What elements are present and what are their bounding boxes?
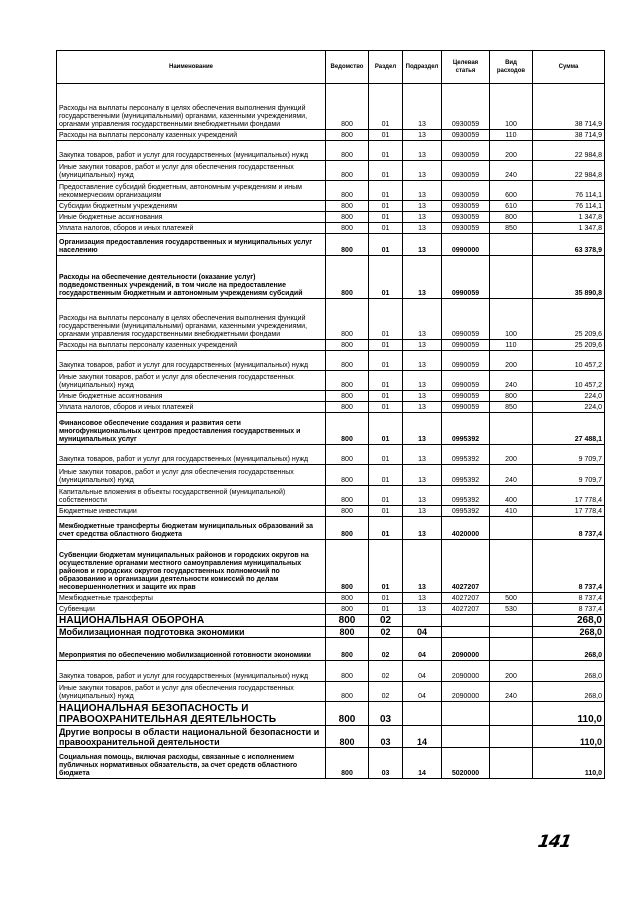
cell-type — [490, 748, 533, 779]
budget-sheet — [56, 50, 604, 779]
cell-name: Уплата налогов, сборов и иных платежей — [57, 402, 326, 413]
cell-dept: 800 — [326, 413, 369, 445]
cell-subsection: 13 — [403, 299, 442, 340]
cell-subsection: 13 — [403, 486, 442, 506]
table-body — [57, 84, 605, 779]
cell-sum: 35 890,8 — [533, 256, 605, 299]
table-row — [57, 748, 605, 779]
cell-subsection: 13 — [403, 402, 442, 413]
cell-section: 01 — [369, 299, 403, 340]
table-row — [57, 351, 605, 371]
cell-section: 01 — [369, 181, 403, 201]
cell-section: 01 — [369, 604, 403, 615]
cell-sum: 10 457,2 — [533, 371, 605, 391]
cell-subsection: 04 — [403, 627, 442, 638]
cell-type — [490, 702, 533, 726]
cell-type: 240 — [490, 465, 533, 486]
cell-dept: 800 — [326, 256, 369, 299]
cell-dept: 800 — [326, 638, 369, 661]
cell-dept: 800 — [326, 661, 369, 682]
cell-type: 850 — [490, 223, 533, 234]
cell-subsection: 14 — [403, 748, 442, 779]
cell-sum: 8 737,4 — [533, 540, 605, 593]
table-row — [57, 234, 605, 256]
cell-section: 01 — [369, 130, 403, 141]
cell-sum: 1 347,8 — [533, 212, 605, 223]
header-type-line2: расходов — [496, 68, 526, 74]
cell-type: 200 — [490, 445, 533, 465]
cell-section: 01 — [369, 540, 403, 593]
table-row — [57, 371, 605, 391]
table-row — [57, 726, 605, 748]
cell-subsection — [403, 702, 442, 726]
budget-table — [56, 50, 605, 779]
cell-sum: 8 737,4 — [533, 593, 605, 604]
cell-type: 100 — [490, 299, 533, 340]
cell-type: 610 — [490, 201, 533, 212]
cell-target: 0990059 — [442, 371, 490, 391]
cell-sum: 17 778,4 — [533, 506, 605, 517]
cell-sum: 38 714,9 — [533, 84, 605, 130]
cell-sum: 22 984,8 — [533, 141, 605, 161]
cell-sum: 1 347,8 — [533, 223, 605, 234]
cell-target: 0990059 — [442, 340, 490, 351]
cell-target: 4027207 — [442, 604, 490, 615]
cell-type: 850 — [490, 402, 533, 413]
cell-type: 600 — [490, 181, 533, 201]
cell-dept: 800 — [326, 465, 369, 486]
cell-type: 800 — [490, 391, 533, 402]
table-row — [57, 540, 605, 593]
cell-dept: 800 — [326, 161, 369, 181]
cell-name: Капитальные вложения в объекты государственной (муниципальной) собственности — [57, 486, 326, 506]
cell-section: 01 — [369, 234, 403, 256]
cell-section: 01 — [369, 340, 403, 351]
cell-target: 2090000 — [442, 638, 490, 661]
table-row — [57, 702, 605, 726]
cell-type — [490, 726, 533, 748]
cell-subsection: 13 — [403, 141, 442, 161]
cell-subsection: 13 — [403, 181, 442, 201]
cell-sum: 110,0 — [533, 726, 605, 748]
cell-target: 0930059 — [442, 84, 490, 130]
cell-sum: 8 737,4 — [533, 604, 605, 615]
cell-type: 400 — [490, 486, 533, 506]
cell-section: 01 — [369, 402, 403, 413]
cell-name: Иные закупки товаров, работ и услуг для обеспечения государственных (муниципальных) нужд — [57, 682, 326, 702]
cell-dept: 800 — [326, 506, 369, 517]
table-row — [57, 682, 605, 702]
cell-type: 240 — [490, 682, 533, 702]
cell-dept: 800 — [326, 402, 369, 413]
cell-name: Бюджетные инвестиции — [57, 506, 326, 517]
table-row — [57, 506, 605, 517]
cell-subsection: 13 — [403, 351, 442, 371]
table-row — [57, 130, 605, 141]
cell-section: 01 — [369, 256, 403, 299]
cell-name: Уплата налогов, сборов и иных платежей — [57, 223, 326, 234]
cell-target: 0990059 — [442, 391, 490, 402]
cell-type — [490, 615, 533, 627]
cell-name: Финансовое обеспечение создания и развития сети многофункциональных центров предоставления государственных и муниципальных услуг — [57, 413, 326, 445]
cell-section: 02 — [369, 615, 403, 627]
cell-dept: 800 — [326, 234, 369, 256]
cell-section: 01 — [369, 593, 403, 604]
cell-section: 01 — [369, 161, 403, 181]
cell-type — [490, 627, 533, 638]
cell-subsection: 13 — [403, 391, 442, 402]
cell-type: 240 — [490, 371, 533, 391]
cell-section: 01 — [369, 223, 403, 234]
cell-subsection: 13 — [403, 84, 442, 130]
table-row — [57, 593, 605, 604]
table-row — [57, 201, 605, 212]
cell-target: 0930059 — [442, 181, 490, 201]
cell-section: 02 — [369, 627, 403, 638]
table-row — [57, 161, 605, 181]
table-row — [57, 465, 605, 486]
cell-subsection: 13 — [403, 445, 442, 465]
cell-subsection: 13 — [403, 540, 442, 593]
cell-target: 0930059 — [442, 161, 490, 181]
cell-sum: 224,0 — [533, 402, 605, 413]
cell-target: 0930059 — [442, 223, 490, 234]
cell-dept: 800 — [326, 84, 369, 130]
cell-name: Социальная помощь, включая расходы, связанные с исполнением публичных нормативных обязательств, за счет средств областного бюджета — [57, 748, 326, 779]
cell-name: Субвенции — [57, 604, 326, 615]
cell-type — [490, 638, 533, 661]
cell-name: Предоставление субсидий бюджетным, автономным учреждениям и иным некоммерческим организациям — [57, 181, 326, 201]
cell-subsection: 13 — [403, 212, 442, 223]
cell-subsection: 13 — [403, 161, 442, 181]
header-subsection: Подраздел — [403, 51, 442, 84]
table-row — [57, 615, 605, 627]
cell-sum: 63 378,9 — [533, 234, 605, 256]
cell-type: 410 — [490, 506, 533, 517]
cell-subsection: 13 — [403, 256, 442, 299]
cell-subsection: 13 — [403, 234, 442, 256]
table-row — [57, 517, 605, 540]
table-row — [57, 402, 605, 413]
cell-section: 01 — [369, 351, 403, 371]
cell-dept: 800 — [326, 181, 369, 201]
cell-section: 03 — [369, 726, 403, 748]
cell-subsection: 04 — [403, 682, 442, 702]
cell-target: 2090000 — [442, 661, 490, 682]
cell-type — [490, 413, 533, 445]
cell-sum: 10 457,2 — [533, 351, 605, 371]
table-row — [57, 340, 605, 351]
cell-subsection: 13 — [403, 593, 442, 604]
table-row — [57, 661, 605, 682]
cell-section: 01 — [369, 84, 403, 130]
cell-sum: 27 488,1 — [533, 413, 605, 445]
cell-target — [442, 702, 490, 726]
cell-type — [490, 540, 533, 593]
cell-dept: 800 — [326, 540, 369, 593]
cell-section: 01 — [369, 371, 403, 391]
cell-type: 240 — [490, 161, 533, 181]
cell-target: 0930059 — [442, 212, 490, 223]
cell-section: 01 — [369, 506, 403, 517]
cell-type: 110 — [490, 340, 533, 351]
cell-dept: 800 — [326, 141, 369, 161]
table-row — [57, 141, 605, 161]
table-row — [57, 445, 605, 465]
cell-name: Расходы на выплаты персоналу казенных учреждений — [57, 130, 326, 141]
table-row — [57, 299, 605, 340]
cell-target: 0990059 — [442, 402, 490, 413]
cell-dept: 800 — [326, 627, 369, 638]
cell-subsection: 14 — [403, 726, 442, 748]
cell-name: НАЦИОНАЛЬНАЯ БЕЗОПАСНОСТЬ И ПРАВООХРАНИТЕЛЬНАЯ ДЕЯТЕЛЬНОСТЬ — [57, 702, 326, 726]
table-row — [57, 212, 605, 223]
header-sum: Сумма — [533, 51, 605, 84]
cell-subsection: 04 — [403, 638, 442, 661]
cell-type: 200 — [490, 661, 533, 682]
cell-subsection: 13 — [403, 201, 442, 212]
cell-section: 01 — [369, 413, 403, 445]
cell-name: Мобилизационная подготовка экономики — [57, 627, 326, 638]
cell-dept: 800 — [326, 593, 369, 604]
cell-type: 200 — [490, 141, 533, 161]
cell-name: Мероприятия по обеспечению мобилизационной готовности экономики — [57, 638, 326, 661]
cell-sum: 38 714,9 — [533, 130, 605, 141]
cell-section: 01 — [369, 391, 403, 402]
cell-name: Иные закупки товаров, работ и услуг для обеспечения государственных (муниципальных) нужд — [57, 465, 326, 486]
cell-name: Закупка товаров, работ и услуг для государственных (муниципальных) нужд — [57, 141, 326, 161]
cell-target: 0930059 — [442, 141, 490, 161]
cell-subsection: 13 — [403, 223, 442, 234]
cell-target: 4027207 — [442, 593, 490, 604]
cell-dept: 800 — [326, 445, 369, 465]
cell-subsection: 04 — [403, 661, 442, 682]
table-row — [57, 84, 605, 130]
cell-target: 4027207 — [442, 540, 490, 593]
cell-name: Субвенции бюджетам муниципальных районов и городских округов на осуществление органами местного самоуправления муниципальных районов и городских округов государственных полномочий по образованию и организации деятельности комиссий по делам несовершеннолетних и защите их прав — [57, 540, 326, 593]
cell-name: Расходы на выплаты персоналу казенных учреждений — [57, 340, 326, 351]
cell-section: 02 — [369, 638, 403, 661]
cell-sum: 268,0 — [533, 615, 605, 627]
header-name: Наименование — [57, 51, 326, 84]
table-row — [57, 604, 605, 615]
cell-subsection: 13 — [403, 506, 442, 517]
cell-name: Закупка товаров, работ и услуг для государственных (муниципальных) нужд — [57, 351, 326, 371]
cell-sum: 76 114,1 — [533, 201, 605, 212]
cell-name: Субсидии бюджетным учреждениям — [57, 201, 326, 212]
cell-name: Иные бюджетные ассигнования — [57, 212, 326, 223]
cell-target — [442, 615, 490, 627]
header-target-line2: статья — [455, 68, 476, 74]
cell-target: 0995392 — [442, 465, 490, 486]
cell-type — [490, 234, 533, 256]
table-header-row — [57, 51, 605, 84]
cell-sum: 268,0 — [533, 661, 605, 682]
cell-subsection: 13 — [403, 130, 442, 141]
cell-type — [490, 256, 533, 299]
cell-sum: 17 778,4 — [533, 486, 605, 506]
cell-dept: 800 — [326, 726, 369, 748]
header-target — [442, 51, 490, 84]
cell-dept: 800 — [326, 682, 369, 702]
cell-target: 0995392 — [442, 413, 490, 445]
header-section: Раздел — [369, 51, 403, 84]
cell-sum: 110,0 — [533, 702, 605, 726]
table-row — [57, 627, 605, 638]
cell-sum: 22 984,8 — [533, 161, 605, 181]
cell-type: 110 — [490, 130, 533, 141]
table-row — [57, 181, 605, 201]
header-type-line1: Вид — [505, 60, 517, 66]
cell-section: 03 — [369, 748, 403, 779]
cell-target: 0990059 — [442, 256, 490, 299]
cell-sum: 25 209,6 — [533, 340, 605, 351]
cell-name: Межбюджетные трансферты бюджетам муниципальных образований за счет средства областного бюджета — [57, 517, 326, 540]
cell-target — [442, 627, 490, 638]
cell-name: Организация предоставления государственных и муниципальных услуг населению — [57, 234, 326, 256]
page-number: 141 — [536, 832, 573, 852]
cell-target: 0990059 — [442, 299, 490, 340]
cell-sum: 224,0 — [533, 391, 605, 402]
cell-dept: 800 — [326, 130, 369, 141]
cell-sum: 268,0 — [533, 627, 605, 638]
cell-sum: 110,0 — [533, 748, 605, 779]
cell-subsection: 13 — [403, 517, 442, 540]
cell-dept: 800 — [326, 351, 369, 371]
header-dept: Ведомство — [326, 51, 369, 84]
cell-subsection: 13 — [403, 413, 442, 445]
cell-name: Расходы на выплаты персоналу в целях обеспечения выполнения функций государственными (муниципальными) органами, казенными учреждениями, органами управления государственными внебюджетными фондами — [57, 84, 326, 130]
cell-type: 500 — [490, 593, 533, 604]
cell-sum: 9 709,7 — [533, 465, 605, 486]
cell-name: Закупка товаров, работ и услуг для государственных (муниципальных) нужд — [57, 661, 326, 682]
cell-target: 2090000 — [442, 682, 490, 702]
cell-subsection: 13 — [403, 340, 442, 351]
header-type — [490, 51, 533, 84]
cell-target: 0995392 — [442, 506, 490, 517]
cell-section: 02 — [369, 682, 403, 702]
cell-type — [490, 517, 533, 540]
table-row — [57, 223, 605, 234]
cell-dept: 800 — [326, 201, 369, 212]
cell-sum: 25 209,6 — [533, 299, 605, 340]
cell-section: 03 — [369, 702, 403, 726]
cell-target: 0995392 — [442, 445, 490, 465]
header-target-line1: Целевая — [452, 60, 479, 66]
cell-sum: 268,0 — [533, 638, 605, 661]
cell-dept: 800 — [326, 391, 369, 402]
cell-target: 0930059 — [442, 201, 490, 212]
cell-dept: 800 — [326, 517, 369, 540]
cell-name: Закупка товаров, работ и услуг для государственных (муниципальных) нужд — [57, 445, 326, 465]
cell-dept: 800 — [326, 223, 369, 234]
table-row — [57, 486, 605, 506]
cell-section: 01 — [369, 465, 403, 486]
cell-dept: 800 — [326, 212, 369, 223]
table-row — [57, 391, 605, 402]
cell-subsection: 13 — [403, 371, 442, 391]
cell-sum: 8 737,4 — [533, 517, 605, 540]
cell-section: 01 — [369, 445, 403, 465]
cell-subsection: 13 — [403, 465, 442, 486]
cell-name: Иные закупки товаров, работ и услуг для обеспечения государственных (муниципальных) нужд — [57, 161, 326, 181]
cell-name: НАЦИОНАЛЬНАЯ ОБОРОНА — [57, 615, 326, 627]
table-row — [57, 256, 605, 299]
cell-sum: 9 709,7 — [533, 445, 605, 465]
table-row — [57, 638, 605, 661]
cell-dept: 800 — [326, 299, 369, 340]
cell-target: 4020000 — [442, 517, 490, 540]
cell-name: Иные бюджетные ассигнования — [57, 391, 326, 402]
cell-section: 02 — [369, 661, 403, 682]
cell-type: 800 — [490, 212, 533, 223]
cell-target: 0930059 — [442, 130, 490, 141]
cell-name: Иные закупки товаров, работ и услуг для обеспечения государственных (муниципальных) нужд — [57, 371, 326, 391]
cell-sum: 268,0 — [533, 682, 605, 702]
cell-subsection — [403, 615, 442, 627]
cell-section: 01 — [369, 517, 403, 540]
cell-dept: 800 — [326, 604, 369, 615]
cell-target: 0990000 — [442, 234, 490, 256]
cell-dept: 800 — [326, 371, 369, 391]
cell-dept: 800 — [326, 340, 369, 351]
cell-dept: 800 — [326, 748, 369, 779]
cell-section: 01 — [369, 141, 403, 161]
cell-dept: 800 — [326, 486, 369, 506]
table-row — [57, 413, 605, 445]
cell-name: Расходы на обеспечение деятельности (оказание услуг) подведомственных учреждений, в том числе на предоставление государственным бюджетным и автономным учреждениям субсидий — [57, 256, 326, 299]
cell-section: 01 — [369, 212, 403, 223]
cell-name: Расходы на выплаты персоналу в целях обеспечения выполнения функций государственными (муниципальными) органами, казенными учреждениями, органами управления государственными внебюджетными фондами — [57, 299, 326, 340]
cell-type: 530 — [490, 604, 533, 615]
cell-target: 0990059 — [442, 351, 490, 371]
cell-section: 01 — [369, 201, 403, 212]
cell-type: 200 — [490, 351, 533, 371]
cell-name: Другие вопросы в области национальной безопасности и правоохранительной деятельности — [57, 726, 326, 748]
cell-target: 0995392 — [442, 486, 490, 506]
cell-dept: 800 — [326, 615, 369, 627]
cell-target: 5020000 — [442, 748, 490, 779]
cell-subsection: 13 — [403, 604, 442, 615]
cell-sum: 76 114,1 — [533, 181, 605, 201]
cell-name: Межбюджетные трансферты — [57, 593, 326, 604]
cell-type: 100 — [490, 84, 533, 130]
cell-target — [442, 726, 490, 748]
cell-dept: 800 — [326, 702, 369, 726]
cell-section: 01 — [369, 486, 403, 506]
